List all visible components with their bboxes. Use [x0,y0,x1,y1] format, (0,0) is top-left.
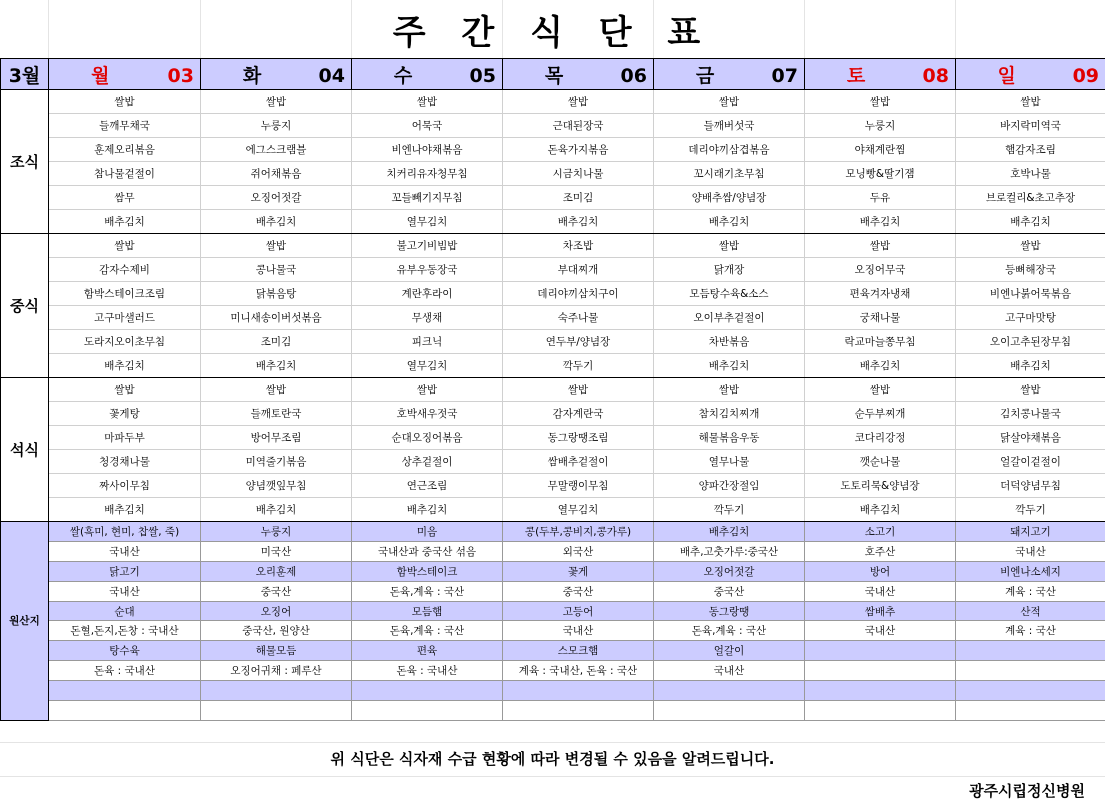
menu-item: 동그랑땡조림 [503,426,654,450]
day-header-4 [503,59,654,90]
menu-item: 숙주나물 [503,306,654,330]
menu-item: 도라지오이초무침 [49,330,201,354]
origin-item: 쌈배추 [805,601,956,621]
menu-item: 열무김치 [352,354,503,378]
menu-item: 닭볶음탕 [201,282,352,306]
menu-item: 깍두기 [956,498,1105,522]
origin-item [956,641,1105,661]
menu-item: 궁채나물 [805,306,956,330]
origin-item: 함박스테이크 [352,561,503,581]
menu-row [1,354,1105,378]
origin-item: 미국산 [201,541,352,561]
day-number: 06 [620,64,647,87]
menu-item: 배추김치 [201,354,352,378]
origin-item: 계육 : 국산 [956,621,1105,641]
menu-item: 모듬탕수육&소스 [654,282,805,306]
origin-item: 외국산 [503,541,654,561]
origin-item: 누룽지 [201,522,352,542]
origin-item: 닭고기 [49,561,201,581]
menu-item: 쌀밥 [352,378,503,402]
menu-item: 배추김치 [49,498,201,522]
menu-item: 마파두부 [49,426,201,450]
menu-item: 호박나물 [956,162,1105,186]
origin-item: 돈혈,돈지,돈창 : 국내산 [49,621,201,641]
origin-item: 중국산, 원양산 [201,621,352,641]
menu-item: 감자수제비 [49,258,201,282]
hospital-name: 광주시립정신병원 [969,782,1085,800]
menu-item: 데리야끼삼치구이 [503,282,654,306]
menu-item: 쌀밥 [503,378,654,402]
menu-item: 고구마맛탕 [956,306,1105,330]
menu-item: 시금치나물 [503,162,654,186]
origin-item: 배추,고춧가루:중국산 [654,541,805,561]
menu-item: 편육겨자냉채 [805,282,956,306]
origin-row [1,601,1105,621]
origin-item: 해물모듬 [201,641,352,661]
menu-item: 배추김치 [503,210,654,234]
origin-item: 국내산 [49,581,201,601]
menu-item: 쌀밥 [956,378,1105,402]
month-label: 3월 [1,59,49,90]
menu-item: 양념깻잎무침 [201,474,352,498]
menu-item: 브로컬리&초고추장 [956,186,1105,210]
origin-item [201,681,352,701]
menu-item: 배추김치 [956,210,1105,234]
day-header-7 [956,59,1105,90]
menu-row [1,162,1105,186]
menu-item: 참치김치찌개 [654,402,805,426]
origin-item [352,681,503,701]
menu-item: 코다리강정 [805,426,956,450]
menu-item: 햄감자조림 [956,138,1105,162]
menu-item: 어묵국 [352,114,503,138]
day-name: 화 [242,64,262,87]
menu-item: 도토리묵&양념장 [805,474,956,498]
menu-row [1,90,1105,114]
menu-item: 돈육가지볶음 [503,138,654,162]
menu-item: 연근조림 [352,474,503,498]
menu-item: 쌀밥 [352,90,503,114]
day-number: 07 [771,64,798,87]
day-header-5 [654,59,805,90]
origin-item: 돈육 : 국내산 [49,661,201,681]
origin-row [1,561,1105,581]
origin-item: 국내산 [805,621,956,641]
menu-item: 감자계란국 [503,402,654,426]
origin-item [201,701,352,721]
origin-item [956,681,1105,701]
origin-item: 돈육 : 국내산 [352,661,503,681]
menu-item: 닭개장 [654,258,805,282]
menu-row [1,426,1105,450]
menu-item: 순대오징어볶음 [352,426,503,450]
day-number: 09 [1072,64,1100,87]
origin-item [654,681,805,701]
day-name: 일 [997,64,1016,87]
menu-row [1,402,1105,426]
menu-row [1,258,1105,282]
menu-item: 근대된장국 [503,114,654,138]
menu-item: 쌀밥 [201,378,352,402]
menu-item: 열무김치 [352,210,503,234]
menu-item: 더덕양념무침 [956,474,1105,498]
day-number: 04 [318,64,345,87]
menu-item: 배추김치 [654,354,805,378]
origin-item: 계육 : 국내산, 돈육 : 국산 [503,661,654,681]
origin-item: 모듬햄 [352,601,503,621]
meal-label: 중식 [1,234,49,378]
menu-item: 김치콩나물국 [956,402,1105,426]
menu-item: 배추김치 [805,498,956,522]
menu-item: 해물볶음우동 [654,426,805,450]
origin-item: 중국산 [503,581,654,601]
origin-item: 돈육,계육 : 국산 [352,621,503,641]
day-number: 08 [922,64,949,87]
menu-row [1,234,1105,258]
menu-item: 쌀밥 [805,90,956,114]
menu-item: 참나물겉절이 [49,162,201,186]
menu-item: 꽃게탕 [49,402,201,426]
menu-item: 조미김 [503,186,654,210]
menu-item: 조미김 [201,330,352,354]
menu-row [1,282,1105,306]
day-header-6 [805,59,956,90]
menu-item: 계란후라이 [352,282,503,306]
menu-item: 락교마늘쫑무침 [805,330,956,354]
menu-item: 쌀밥 [956,234,1105,258]
menu-item: 배추김치 [49,354,201,378]
menu-item: 짜사이무침 [49,474,201,498]
menu-item: 부대찌개 [503,258,654,282]
menu-row [1,306,1105,330]
menu-item: 누룽지 [201,114,352,138]
origin-item: 탕수육 [49,641,201,661]
menu-item: 유부우동장국 [352,258,503,282]
origin-item: 오징어 [201,601,352,621]
origin-item: 순대 [49,601,201,621]
origin-item: 동그랑땡 [654,601,805,621]
origin-item [805,681,956,701]
origin-item: 돈육,계육 : 국산 [352,581,503,601]
origin-item: 배추김치 [654,522,805,542]
day-number: 03 [167,64,194,87]
origin-item [805,701,956,721]
menu-item: 차반볶음 [654,330,805,354]
menu-item: 무말랭이무침 [503,474,654,498]
menu-row [1,186,1105,210]
origin-item: 편육 [352,641,503,661]
menu-item: 무생채 [352,306,503,330]
origin-item: 꽃게 [503,561,654,581]
day-name: 금 [695,64,715,87]
menu-item: 바지락미역국 [956,114,1105,138]
origin-row [1,621,1105,641]
origin-item: 중국산 [201,581,352,601]
menu-item: 들깨무채국 [49,114,201,138]
menu-item: 양배추쌈/양념장 [654,186,805,210]
origin-item: 방어 [805,561,956,581]
origin-item: 비엔나소세지 [956,561,1105,581]
origin-item: 산적 [956,601,1105,621]
meal-label: 조식 [1,90,49,234]
origin-row [1,701,1105,721]
menu-row [1,498,1105,522]
origin-item [49,681,201,701]
day-header-3 [352,59,503,90]
origin-item: 얼갈이 [654,641,805,661]
origin-item: 국내산 [654,661,805,681]
origin-row [1,581,1105,601]
menu-item: 얼갈이겉절이 [956,450,1105,474]
menu-item: 깻순나물 [805,450,956,474]
menu-item: 오징어젓갈 [201,186,352,210]
menu-item: 미역줄기볶음 [201,450,352,474]
menu-item: 들깨토란국 [201,402,352,426]
menu-row [1,450,1105,474]
menu-item: 들깨버섯국 [654,114,805,138]
menu-item: 쌀밥 [805,234,956,258]
menu-row [1,138,1105,162]
menu-item: 오징어무국 [805,258,956,282]
menu-item: 쌀밥 [503,90,654,114]
origin-label: 원산지 [1,522,49,721]
meal-label: 석식 [1,378,49,522]
menu-item: 순두부찌개 [805,402,956,426]
menu-item: 양파간장절임 [654,474,805,498]
menu-item: 쌀밥 [654,90,805,114]
origin-item: 국내산 [956,541,1105,561]
menu-item: 함박스테이크조림 [49,282,201,306]
origin-item: 오리훈제 [201,561,352,581]
menu-item: 상추겉절이 [352,450,503,474]
origin-item: 고등어 [503,601,654,621]
menu-item: 청경채나물 [49,450,201,474]
origin-item: 미음 [352,522,503,542]
day-header-1 [49,59,201,90]
menu-item: 미니새송이버섯볶음 [201,306,352,330]
menu-item: 데리야끼삼겹볶음 [654,138,805,162]
menu-item: 오이부추겉절이 [654,306,805,330]
menu-item: 꼬시래기초무침 [654,162,805,186]
origin-item: 돼지고기 [956,522,1105,542]
menu-item: 배추김치 [201,498,352,522]
day-name: 토 [846,64,866,87]
day-number: 05 [469,64,496,87]
origin-item [654,701,805,721]
origin-item [49,701,201,721]
menu-row [1,114,1105,138]
menu-item: 배추김치 [352,498,503,522]
menu-item: 호박새우젓국 [352,402,503,426]
origin-item [805,641,956,661]
menu-item: 배추김치 [805,210,956,234]
origin-item: 호주산 [805,541,956,561]
menu-item: 배추김치 [654,210,805,234]
menu-item: 쌀밥 [49,378,201,402]
menu-item: 모닝빵&딸기잼 [805,162,956,186]
day-name: 월 [91,64,110,87]
menu-item: 쌀밥 [654,378,805,402]
menu-item: 열무김치 [503,498,654,522]
menu-item: 쌀밥 [201,234,352,258]
menu-item: 배추김치 [201,210,352,234]
origin-item [956,701,1105,721]
origin-item: 소고기 [805,522,956,542]
day-header-2 [201,59,352,90]
menu-item: 배추김치 [49,210,201,234]
origin-item [352,701,503,721]
menu-row [1,210,1105,234]
page-title: 주 간 식 단 표 [392,12,713,53]
day-header-row [1,59,1105,90]
origin-row [1,522,1105,542]
origin-item [503,681,654,701]
menu-item: 치커리유자청무침 [352,162,503,186]
origin-item: 돈육,계육 : 국산 [654,621,805,641]
menu-item: 배추김치 [956,354,1105,378]
menu-row [1,330,1105,354]
menu-item: 배추김치 [805,354,956,378]
menu-item: 쌀밥 [654,234,805,258]
menu-item: 쌀밥 [805,378,956,402]
menu-item: 야채계란찜 [805,138,956,162]
menu-item: 고구마샐러드 [49,306,201,330]
menu-item: 쌈무 [49,186,201,210]
origin-item [956,661,1105,681]
origin-row [1,661,1105,681]
menu-item: 훈제오리볶음 [49,138,201,162]
menu-item: 연두부/양념장 [503,330,654,354]
menu-item: 쌀밥 [49,234,201,258]
origin-item [503,701,654,721]
origin-item: 국내산 [805,581,956,601]
weekly-menu-table [0,58,1105,721]
menu-row [1,474,1105,498]
origin-row [1,641,1105,661]
origin-item: 국내산과 중국산 섞음 [352,541,503,561]
menu-item: 쌈배추겉절이 [503,450,654,474]
menu-item: 쌀밥 [49,90,201,114]
menu-item: 차조밥 [503,234,654,258]
origin-item [805,661,956,681]
menu-item: 콩나물국 [201,258,352,282]
day-name: 목 [544,64,564,87]
menu-item: 등뼈해장국 [956,258,1105,282]
menu-item: 쥐어채볶음 [201,162,352,186]
origin-row [1,541,1105,561]
origin-item: 스모크햄 [503,641,654,661]
notice-text: 위 식단은 식자재 수급 현황에 따라 변경될 수 있음을 알려드립니다. [330,749,775,768]
menu-item: 쌀밥 [956,90,1105,114]
menu-item: 비엔나붉어묵볶음 [956,282,1105,306]
origin-item: 콩(두부,콩비지,콩가루) [503,522,654,542]
menu-item: 누룽지 [805,114,956,138]
menu-item: 비엔나야채볶음 [352,138,503,162]
origin-item: 쌀(흑미, 현미, 찹쌀, 죽) [49,522,201,542]
origin-item: 국내산 [503,621,654,641]
origin-item: 중국산 [654,581,805,601]
menu-item: 에그스크램블 [201,138,352,162]
origin-item: 계육 : 국산 [956,581,1105,601]
origin-item: 오징어귀채 : 페루산 [201,661,352,681]
origin-row [1,681,1105,701]
menu-item: 두유 [805,186,956,210]
origin-item: 국내산 [49,541,201,561]
menu-item: 쌀밥 [201,90,352,114]
menu-item: 방어무조림 [201,426,352,450]
menu-item: 꼬들빼기지무침 [352,186,503,210]
menu-item: 열무나물 [654,450,805,474]
menu-item: 오이고추된장무침 [956,330,1105,354]
menu-item: 깍두기 [503,354,654,378]
menu-item: 불고기비빔밥 [352,234,503,258]
menu-item: 닭살야채볶음 [956,426,1105,450]
menu-item: 피크닉 [352,330,503,354]
menu-item: 깍두기 [654,498,805,522]
origin-item: 오징어젓갈 [654,561,805,581]
day-name: 수 [393,64,413,87]
menu-row [1,378,1105,402]
